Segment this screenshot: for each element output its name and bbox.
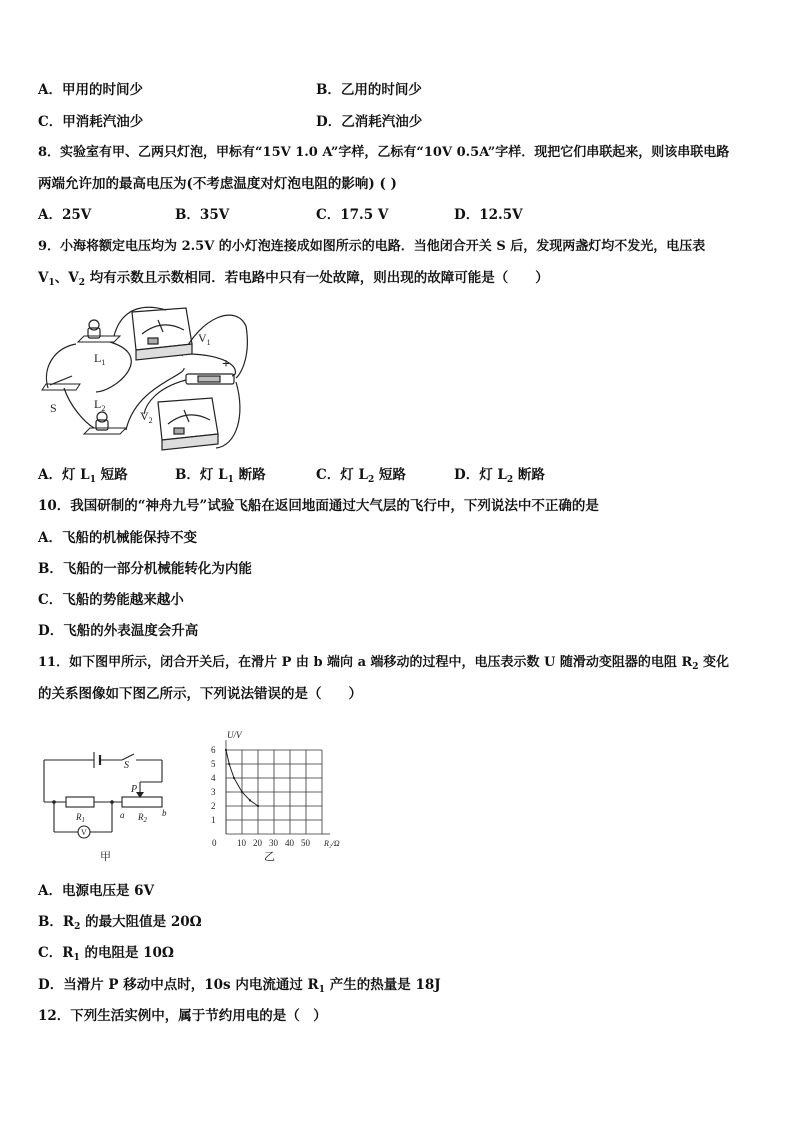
end-b-label: b bbox=[162, 808, 167, 818]
q11-stem-line1: 11．如下图甲所示，闭合开关后，在滑片 P 由 b 端向 a 端移动的过程中，电压表示数 U 随滑动变阻器的电阻 $R_2$ 变化 bbox=[38, 655, 730, 672]
data-point bbox=[225, 749, 226, 750]
q11-option-a: A．电源电压是 6V bbox=[38, 883, 155, 899]
data-point bbox=[241, 791, 242, 792]
q9-stem-line2: $V_1$、$V_2$ 均有示数且示数相同．若电路中只有一处故障，则出现的故障可能是（ ） bbox=[38, 270, 549, 288]
q12-stem: 12．下列生活实例中，属于节约用电的是（ ） bbox=[38, 1008, 327, 1024]
q10-option-d: D．飞船的外表温度会升高 bbox=[38, 623, 199, 639]
label-v2: $V_2$ bbox=[140, 409, 153, 425]
x-tick-label: 20 bbox=[253, 838, 262, 848]
q10-option-a: A．飞船的机械能保持不变 bbox=[38, 530, 197, 546]
q7-option-d: D．乙消耗汽油少 bbox=[316, 114, 423, 130]
r2-label: $R_2$ bbox=[138, 812, 147, 824]
q11-stem-line2: 的关系图像如下图乙所示，下列说法错误的是（ ） bbox=[38, 686, 362, 702]
q10-option-b: B．飞船的一部分机械能转化为内能 bbox=[38, 561, 252, 577]
y-tick-label: 2 bbox=[211, 801, 216, 811]
q9-circuit-figure bbox=[36, 296, 251, 454]
diagram-caption-jia: 甲 bbox=[100, 851, 111, 863]
data-point bbox=[233, 777, 234, 778]
q11-voltage-resistance-graph bbox=[200, 728, 360, 866]
q8-stem-line1: 8．实验室有甲、乙两只灯泡，甲标有“15V 1.0 A”字样，乙标有“10V 0.5A”字样．现把它们串联起来，则该串联电路 bbox=[38, 145, 730, 160]
q9-stem-line1: 9．小海将额定电压均为 2.5V 的小灯泡连接成如图所示的电路．当他闭合开关 S 后，发现两盏灯均不发光，电压表 bbox=[38, 239, 706, 254]
y-tick-label: 3 bbox=[211, 787, 216, 797]
x-tick-label: 50 bbox=[301, 838, 310, 848]
q8-stem-line2: 两端允许加的最高电压为(不考虑温度对灯泡电阻的影响) ( ) bbox=[38, 176, 397, 192]
q11-circuit-diagram bbox=[36, 740, 186, 864]
q8-option-b: B．35V bbox=[175, 207, 230, 223]
y-tick-label: 6 bbox=[211, 745, 216, 755]
label-l1: $L_1$ bbox=[94, 351, 106, 367]
end-a-label: a bbox=[120, 810, 125, 820]
slider-label: P bbox=[131, 784, 138, 795]
y-tick-label: 1 bbox=[211, 815, 216, 825]
label-l2: $L_2$ bbox=[94, 397, 106, 413]
q7-option-b: B．乙用的时间少 bbox=[316, 82, 422, 98]
switch-label: S bbox=[124, 760, 129, 771]
label-v1: $V_1$ bbox=[198, 331, 211, 347]
q9-option-a: A．灯 $L_1$ 短路 bbox=[38, 467, 128, 485]
q10-option-c: C．飞船的势能越来越小 bbox=[38, 592, 184, 608]
y-tick-label: 4 bbox=[211, 773, 216, 783]
voltmeter-label: V bbox=[81, 828, 87, 837]
q7-option-a: A．甲用的时间少 bbox=[38, 82, 143, 98]
q7-option-c: C．甲消耗汽油少 bbox=[38, 114, 144, 130]
q8-option-a: A．25V bbox=[38, 207, 92, 223]
q8-option-d: D．12.5V bbox=[454, 207, 523, 223]
q9-option-c: C．灯 $L_2$ 短路 bbox=[316, 467, 406, 485]
battery-plus: + bbox=[222, 357, 230, 372]
q11-option-b: B．$R_2$ 的最大阻值是 20Ω bbox=[38, 914, 202, 932]
data-point bbox=[257, 805, 258, 806]
q11-option-d: D．当滑片 P 移动中点时，10s 内电流通过 $R_1$ 产生的热量是 18J bbox=[38, 977, 441, 995]
q8-option-c: C．17.5 V bbox=[316, 207, 389, 223]
data-point bbox=[229, 763, 230, 764]
x-axis-label: R₂/Ω bbox=[324, 839, 340, 848]
x-tick-label: 0 bbox=[212, 838, 217, 848]
r1-label: $R_1$ bbox=[76, 812, 85, 824]
q9-option-d: D．灯 $L_2$ 断路 bbox=[454, 467, 545, 485]
q10-stem: 10．我国研制的“神舟九号”试验飞船在返回地面通过大气层的飞行中，下列说法中不正确的是 bbox=[38, 498, 599, 514]
x-tick-label: 10 bbox=[237, 838, 246, 848]
q9-option-b: B．灯 $L_1$ 断路 bbox=[175, 467, 266, 485]
y-tick-label: 5 bbox=[211, 759, 216, 769]
data-point bbox=[249, 800, 250, 801]
graph-caption-yi: 乙 bbox=[264, 851, 275, 863]
y-axis-label: U/V bbox=[227, 730, 242, 740]
q11-option-c: C．$R_1$ 的电阻是 10Ω bbox=[38, 945, 174, 963]
x-tick-label: 40 bbox=[285, 838, 294, 848]
label-s: S bbox=[50, 401, 57, 415]
x-tick-label: 30 bbox=[269, 838, 278, 848]
